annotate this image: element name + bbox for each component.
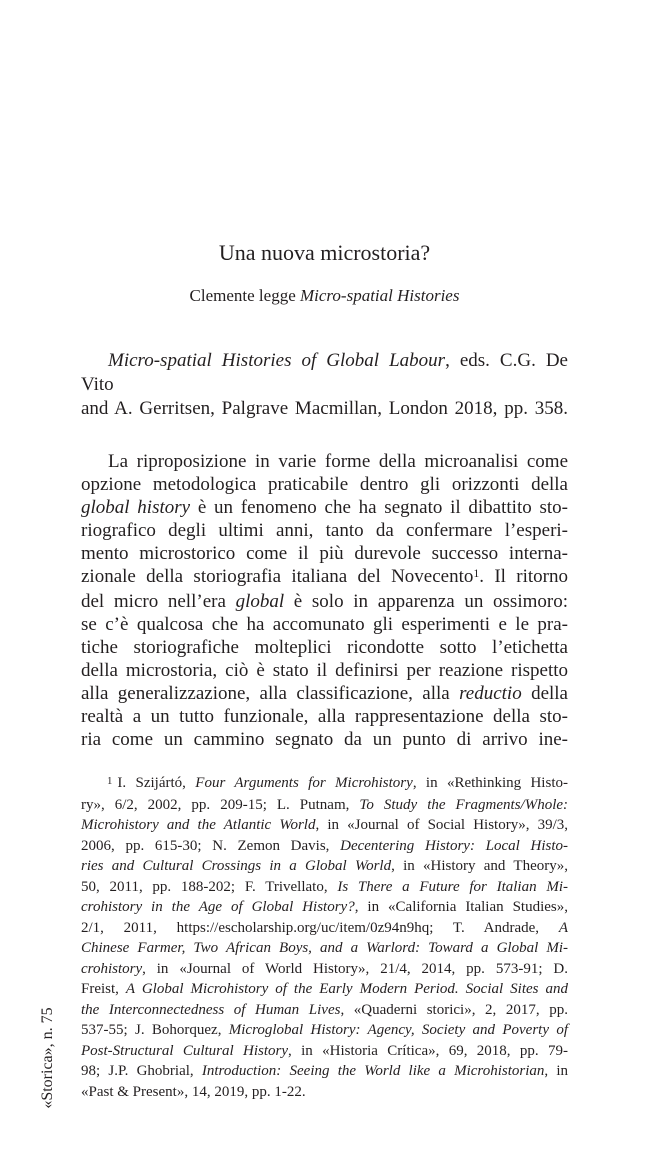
text-run: . Il ritorno [479,566,568,587]
citation-line [81,349,568,397]
text-run: del micro nell’era [81,591,236,612]
footnote-line [81,897,568,918]
italic-run: global [235,591,285,612]
text-run: La riproposizione in varie forme della microanalisi come [108,451,568,472]
text-run: , in «Rethinking Histo- [412,775,568,791]
italic-run: Four Arguments for Microhistory [195,775,413,791]
body-line [81,473,568,496]
text-run: è un fenomeno che ha segnato il dibattito sto- [190,497,568,518]
subtitle-work-title: Micro-spatial Histories [300,286,460,305]
article-title: Una nuova microstoria? [218,240,431,265]
body-line [81,636,568,659]
text-run: , eds. C.G. De Vito [81,350,568,395]
text-run: tiche storiografiche molteplici ricondotte sotto l’etichetta [81,637,568,658]
footnote-line [81,877,568,898]
footnote-line [81,1000,568,1021]
footnote-line [81,836,568,857]
text-run: 537-55; J. Bohorquez, [81,1022,229,1038]
italic-run: reductio [459,683,522,704]
italic-run: A Global Microhistory of the Early Modern Period. Social Sites and [125,981,568,997]
italic-run: Microglobal History: Agency, Society and Poverty of [228,1022,568,1038]
citation-line [81,397,568,421]
italic-run: Post-Structural Cultural History [81,1042,289,1059]
reviewed-book-title: Micro-spatial Histories of Global Labour [108,350,446,371]
footnote-line [81,959,568,980]
text-run: è solo in apparenza un ossimoro: [284,591,568,612]
body-line [81,659,568,682]
body-line [81,496,568,519]
text-run: realtà a un tutto funzionale, alla rappresentazione della sto- [81,706,568,727]
footnote-line [81,1041,568,1062]
reviewed-work-citation [81,349,568,421]
subtitle-reviewer: Clemente legge [189,286,300,305]
text-run: della [521,683,568,704]
footnote-line [81,1082,568,1103]
text-run: , in [544,1063,569,1079]
italic-run: the Interconnectedness of Human Lives [81,1001,341,1018]
text-run: I. Szijártó, [117,775,196,791]
text-run: , in «History and Theory», [391,858,568,874]
text-run: 2/1, 2011, https://escholarship.org/uc/item/0z94n9hq; T. Andrade, [81,919,559,936]
italic-run: Is There a Future for Italian Mi- [337,878,569,895]
text-run: «Past & Present», 14, 2019, pp. 1-22. [81,1083,306,1100]
italic-run: To Study the Fragments/Whole: [359,796,569,813]
footnote-line [81,795,568,816]
footnote-line [81,1061,568,1082]
body-line [81,705,568,728]
italic-run: A [558,919,568,936]
body-line [81,519,568,542]
body-line [81,728,568,751]
text-run: della microstoria, ciò è stato il definirsi per reazione rispetto [81,660,568,681]
text-run: zionale della storiografia italiana del Novecento [81,566,474,587]
text-run: , in «Journal of Social History», 39/3, [315,817,568,833]
footnote-line [81,918,568,939]
text-run: , in «California Italian Studies», [354,899,569,915]
text-run: Freist, [81,981,126,997]
footnote-line [81,979,568,1000]
body-line [81,542,568,565]
text-run: , «Quaderni storici», 2, 2017, pp. [340,1001,568,1018]
footnote-line [81,1020,568,1041]
text-run: alla generalizzazione, alla classificazione, alla [81,683,460,704]
italic-run: Introduction: Seeing the World like a Microhistorian [201,1063,545,1079]
text-run: riografico degli ultimi anni, tanto da confermare l’esperi- [81,520,568,541]
text-run: , in «Journal of World History», 21/4, 2014, pp. 573-91; D. [142,960,568,977]
review-body [81,450,568,751]
running-head: «Storica», n. 75 [39,1007,56,1109]
italic-run: Chinese Farmer, Two African Boys, and a Warlord: Toward a Global Mi- [81,940,568,956]
footnote-line [81,815,568,836]
italic-run: Decentering History: Local Histo- [340,837,568,854]
footnote-line [81,773,568,795]
text-run: ria come un cammino segnato da un punto di arrivo ine- [81,729,568,750]
footnote [81,773,568,1102]
italic-run: Microhistory and the Atlantic World [81,817,316,833]
italic-run: crohistory in the Age of Global History? [81,899,355,915]
italic-run: crohistory [81,960,143,977]
text-run: se c’è qualcosa che ha accomunato gli esperimenti e le pra- [81,614,568,635]
text-run: ry», 6/2, 2002, pp. 209-15; L. Putnam, [81,796,360,813]
text-run: 50, 2011, pp. 188-202; F. Trivellato, [81,878,338,895]
italic-run: global history [81,497,191,518]
body-line [81,450,568,473]
body-line [81,565,568,590]
article-subtitle [81,285,568,307]
body-line [81,613,568,636]
footnote-line [81,856,568,877]
text-run: 98; J.P. Ghobrial, [81,1063,202,1079]
text-run: , in «Historia Crítica», 69, 2018, pp. 79- [288,1042,568,1059]
italic-run: ries and Cultural Crossings in a Global World [81,858,392,874]
footnote-reference: 1 [473,566,480,580]
text-run: opzione metodologica praticabile dentro gli orizzonti della [81,474,568,495]
text-run: and A. Gerritsen, Palgrave Macmillan, London 2018, pp. 358. [81,398,568,419]
body-line [81,590,568,613]
body-line [81,682,568,705]
text-run: 2006, pp. 615-30; N. Zemon Davis, [81,837,341,854]
text-run: mento microstorico come il più durevole successo interna- [81,543,568,564]
footnote-marker: 1 [107,774,113,787]
footnote-line [81,938,568,959]
